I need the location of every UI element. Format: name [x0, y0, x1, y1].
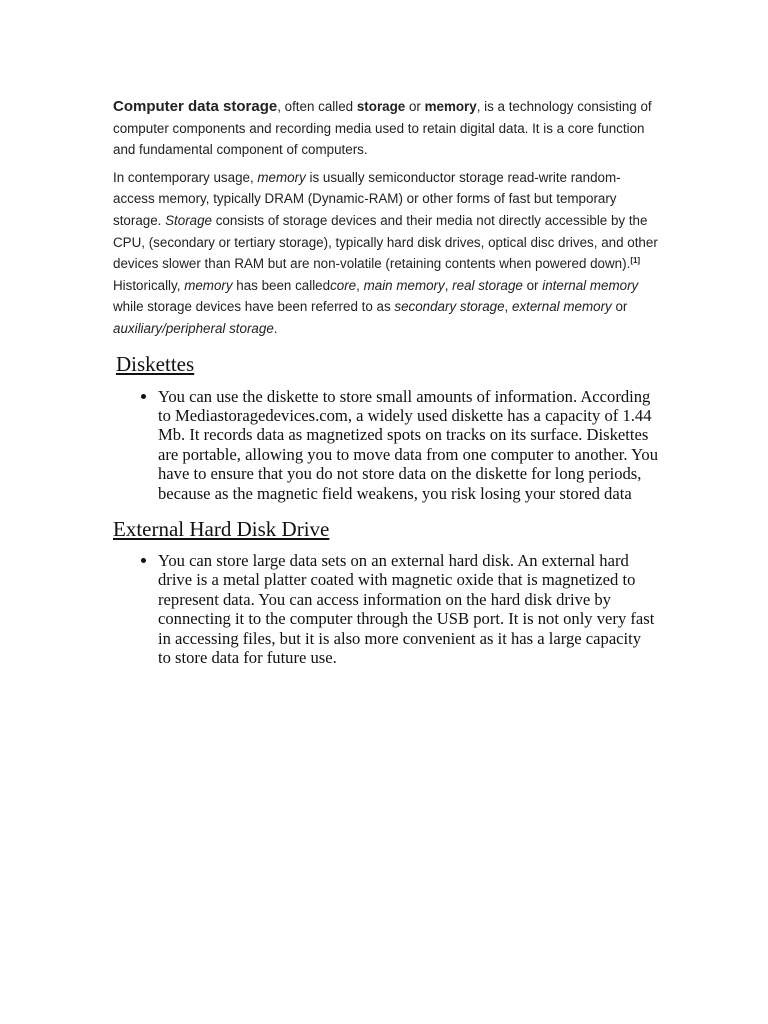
text-run: Historically,: [113, 277, 185, 293]
reference-link[interactable]: [1]: [630, 256, 641, 266]
italic-term: external memory: [512, 299, 612, 315]
italic-term: memory: [184, 277, 233, 293]
italic-term: core: [330, 277, 357, 293]
text-run: .: [273, 320, 278, 336]
italic-term: Storage: [165, 212, 213, 228]
text-run: has been called: [232, 277, 331, 293]
text-run: ,: [444, 277, 453, 293]
text-run: or: [405, 99, 425, 114]
document-page: [113, 96, 658, 667]
text-run: or: [611, 299, 628, 315]
text-run: is usually semiconductor storage read-write random-access memory, typically DRAM (Dynamic-RAM) or other forms of fast but temporary storage.: [113, 169, 621, 228]
text-run: ,: [356, 277, 364, 293]
italic-term: main memory: [363, 277, 445, 293]
italic-term: internal memory: [542, 277, 639, 293]
text-run: while storage devices have been referred to as: [113, 299, 395, 315]
heading-diskettes: Diskettes: [116, 351, 195, 376]
list-item: • You can store large data sets on an external hard disk. An external hard drive is a metal platter coated with magnetic oxide that is magnetized to represent data. You can access information on the hard disk drive by connecting it to the computer through the USB port. It is not only very fast in accessing files, but it is also more convenient as it has a large capacity to store data for future use.: [158, 551, 658, 667]
list-item: • You can use the diskette to store small amounts of information. According to Mediastoragedevices.com, a widely used diskette has a capacity of 1.44 Mb. It records data as magnetized spots on tracks on its surface. Diskettes are portable, allowing you to move data from one computer to another. You have to ensure that you do not store data on the diskette for long periods, because as the magnetic field weakens, you risk losing your stored data: [158, 387, 658, 503]
italic-term: auxiliary/peripheral storage: [113, 320, 274, 336]
intro-paragraph-2: [113, 167, 658, 340]
italic-term: secondary storage: [394, 299, 505, 315]
external-drive-list: [113, 551, 658, 667]
italic-term: real storage: [452, 277, 523, 293]
text-run: , often called: [277, 99, 357, 114]
text-run: or: [522, 277, 543, 293]
intro-paragraph-1: [113, 96, 658, 161]
text-run: , is a technology consisting of computer components and recording media used to retain digital data. It is a core function and fundamental component of computers.: [113, 99, 652, 158]
heading-external-hard-disk-drive: External Hard Disk Drive: [113, 516, 330, 541]
bold-term-storage: storage: [356, 99, 406, 114]
text-run: In contemporary usage,: [113, 169, 258, 185]
italic-term: memory: [257, 169, 306, 185]
bold-term-memory: memory: [424, 99, 477, 114]
diskettes-list: [113, 387, 658, 503]
intro-text: [113, 96, 658, 340]
text-run: consists of storage devices and their media not directly accessible by the CPU, (secondary or tertiary storage), typically hard disk drives, optical disc drives, and other devices slower than RAM but are non-volatile (retaining contents when powered down).: [113, 212, 658, 272]
text-run: ,: [504, 299, 512, 315]
lead-term: Computer data storage: [113, 98, 278, 115]
